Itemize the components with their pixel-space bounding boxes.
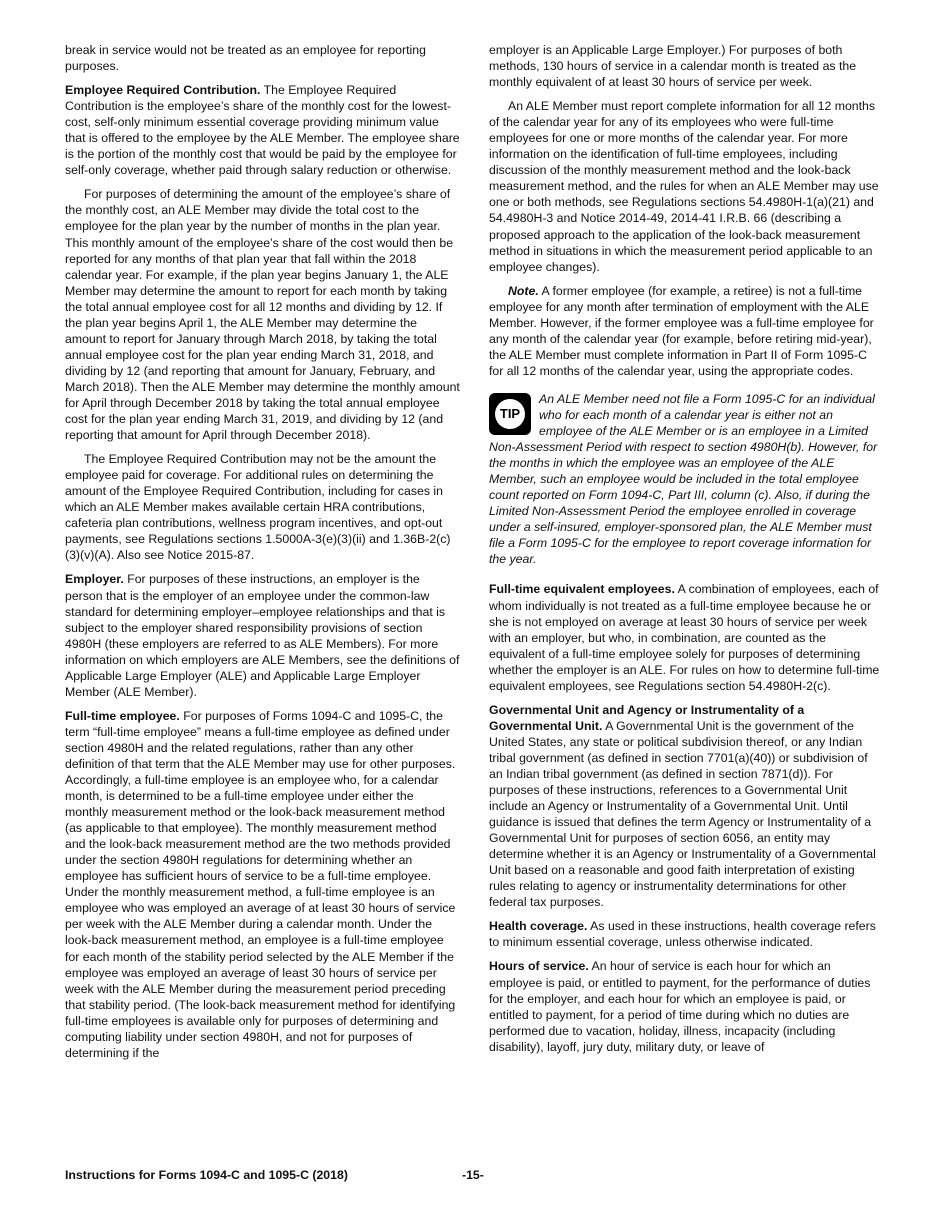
paragraph: An ALE Member must report complete information for all 12 months of the calendar year for any of its employees who were full-time employees for one or more months of the calendar year. For more information on the identification of full-time employees, including discussion of the monthly measurement method and the look-back measurement method, and the rules for when an ALE Member may use one or both methods, see Regulations sections 54.4980H-1(a)(21) and 54.4980H-3 and Notice 2014-49, 2014-41 I.R.B. 66 (describing a proposed approach to the application of the look-back measurement method in situations in which the measurement period applicable to an employee changes). bbox=[489, 99, 879, 274]
footer-title: Instructions for Forms 1094-C and 1095-C (2018) bbox=[65, 1168, 348, 1182]
note-heading: Note. bbox=[508, 283, 539, 298]
paragraph-note bbox=[489, 283, 884, 379]
term-text: A combination of employees, each of whom individually is not treated as a full-time employee because he or she is not employed on average at least 30 hours of service per week with an employer, but who, in combination, are counted as the equivalent of a full-time employee solely for purposes of determining whether the employer is an ALE. For rules on how to determine full-time equivalent employees, see Regulations section 54.4980H-2(c). bbox=[489, 582, 880, 693]
paragraph-employer bbox=[65, 571, 460, 699]
paragraph-health-coverage bbox=[489, 918, 884, 950]
paragraph-governmental-unit bbox=[489, 702, 884, 911]
paragraph: The Employee Required Contribution may not be the amount the employee paid for coverage. For additional rules on determining the amount of the Employee Required Contribution, including for cases in which an ALE Member makes available certain HRA contributions, cafeteria plan contributions, wellness program incentives, and opt-out payments, see Regulations sections 1.5000A-3(e)(3)(ii) and 1.36B-2(c)(3)(v)(A). Also see Notice 2015-87. bbox=[65, 452, 451, 563]
term-text: The Employee Required Contribution is the employee’s share of the monthly cost for the lowest-cost, self-only minimum essential coverage providing minimum value that is offered to the employee by the ALE Member. The employee share is the portion of the monthly cost that would be paid by the employee for self-only coverage, whether paid through salary reduction or otherwise. bbox=[65, 83, 460, 178]
term-text: For purposes of these instructions, an employer is the person that is the employer of an employee under the common-law standard for determining employer–employee relationships and that is subject to the employer shared responsibility provisions of section 4980H (these employers are referred to as ALE Members). For more information on which employers are ALE Members, see the definitions of Applicable Large Employer (ALE) and Applicable Large Employer Member (ALE Member). bbox=[65, 572, 460, 699]
tip-text: An ALE Member need not file a Form 1095-C for an individual who for each month of a calendar year is either not an employee of the ALE Member or is an employee in a Limited Non-Assessment Period with respect to section 4980H(b). However, for the months in which the employee was an employee of the ALE Member, such an employee would be included in the total employee count reported on Form 1094-C, Part III, column (c). Also, if during the Limited Non-Assessment Period the employee enrolled in coverage under a self-insured, employer-sponsored plan, the ALE Member must file a Form 1095-C for the employee to report coverage information for the year. bbox=[489, 391, 878, 567]
term-heading: Hours of service. bbox=[489, 959, 589, 974]
term-heading: Employer. bbox=[65, 572, 124, 587]
paragraph-full-time-employee bbox=[65, 708, 460, 1061]
term-text: As used in these instructions, health coverage refers to minimum essential coverage, unless otherwise indicated. bbox=[489, 919, 876, 950]
paragraph-employee-required-contribution bbox=[65, 82, 460, 178]
right-column bbox=[489, 42, 884, 1063]
term-text: For purposes of Forms 1094-C and 1095-C, the term “full-time employee” means a full-time employee as defined under section 4980H and the related regulations, rather than any other definition of that term that the ALE Member may use for other purposes. Accordingly, a full-time employee is an employee who, for a calendar month, is determined to be a full-time employee under either the monthly measurement method or the look-back measurement method (as applicable to that employee). The monthly measurement method and the look-back measurement method are the two methods provided under the section 4980H regulations for determining whether an employee has sufficient hours of service to be a full-time employee. Under the monthly measurement method, a full-time employee is an employee who was employed an average of at least 30 hours of service per week with the ALE Member during a calendar month. Under the look-back measurement method, an employee is a full-time employee for each month of the stability period selected by the ALE Member if the employee was employed an average of least 30 hours of service per week with the ALE Member during the measurement period preceding that stability period. (The look-back measurement method for identifying full-time employees is available only for purposes of determining and computing liability under section 4980H, and not for purposes of determining if the bbox=[65, 708, 456, 1060]
term-heading: Full-time employee. bbox=[65, 708, 180, 723]
page-number: -15- bbox=[462, 1168, 484, 1182]
term-heading: Health coverage. bbox=[489, 919, 588, 934]
paragraph: break in service would not be treated as an employee for reporting purposes. bbox=[65, 43, 426, 74]
paragraph-hours-of-service bbox=[489, 958, 884, 1054]
term-heading: Governmental Unit and Agency or Instrumentality of a Governmental Unit. bbox=[489, 702, 805, 733]
term-text: A Governmental Unit is the government of the United States, any state or political subdivision thereof, or any Indian tribal government (as defined in section 7701(a)(40)) or subdivision of an Indian tribal government (as defined in section 7871(d)). For purposes of these instructions, references to a Governmental Unit include an Agency or Instrumentality of a Governmental Unit. Until guidance is issued that defines the term Agency or Instrumentality of a Governmental Unit for purposes of section 6056, an entity may determine whether it is an Agency or Instrumentality of a Governmental Unit based on a reasonable and good faith interpretation of existing rules relating to agency or instrumentality determinations for other federal tax purposes. bbox=[489, 718, 876, 910]
paragraph: employer is an Applicable Large Employer.) For purposes of both methods, 130 hours of service in a calendar month is treated as the monthly equivalent of at least 30 hours of service per week. bbox=[489, 43, 857, 90]
tip-label: TIP bbox=[495, 399, 525, 429]
tip-box bbox=[489, 391, 884, 568]
note-text: A former employee (for example, a retiree) is not a full-time employee for any month after termination of employment with the ALE Member. However, if the former employee was a full-time employee for any month of the calendar year (for example, before retiring mid-year), the ALE Member must complete information in Part II of Form 1095-C for all 12 months of the calendar year, using the appropriate codes. bbox=[489, 283, 874, 378]
paragraph-full-time-equivalent bbox=[489, 581, 884, 693]
tip-icon bbox=[489, 393, 531, 435]
left-column bbox=[65, 42, 460, 1069]
term-heading: Employee Required Contribution. bbox=[65, 83, 261, 98]
term-heading: Full-time equivalent employees. bbox=[489, 582, 675, 597]
paragraph: For purposes of determining the amount of the employee’s share of the monthly cost, an ALE Member may divide the total cost to the employee for the plan year by the number of months in the plan year. This monthly amount of the employee’s share of the cost would then be reported for any months of that plan year that fall within the 2018 calendar year. For example, if the plan year begins January 1, the ALE Member may determine the amount to report for each month by taking the total annual employee cost for all 12 months and dividing by 12. If the plan year begins April 1, the ALE Member may determine the amount to report for January through March 2018, by taking the total annual employee cost for the plan year ending March 31, 2018, and dividing by 12 (and reporting that amount for January, February, and March 2018). Then the ALE Member may determine the monthly amount for April through December 2018 by taking the total annual employee cost for the plan year ending March 31, 2019, and dividing by 12 (and reporting that amount for April through December 2018). bbox=[65, 187, 460, 443]
term-text: An hour of service is each hour for which an employee is paid, or entitled to payment, for the performance of duties for the employer, and each hour for which an employee is paid, or entitled to payment, for a period of time during which no duties are performed due to vacation, holiday, illness, incapacity (including disability), layoff, jury duty, military duty, or leave of bbox=[489, 959, 871, 1054]
